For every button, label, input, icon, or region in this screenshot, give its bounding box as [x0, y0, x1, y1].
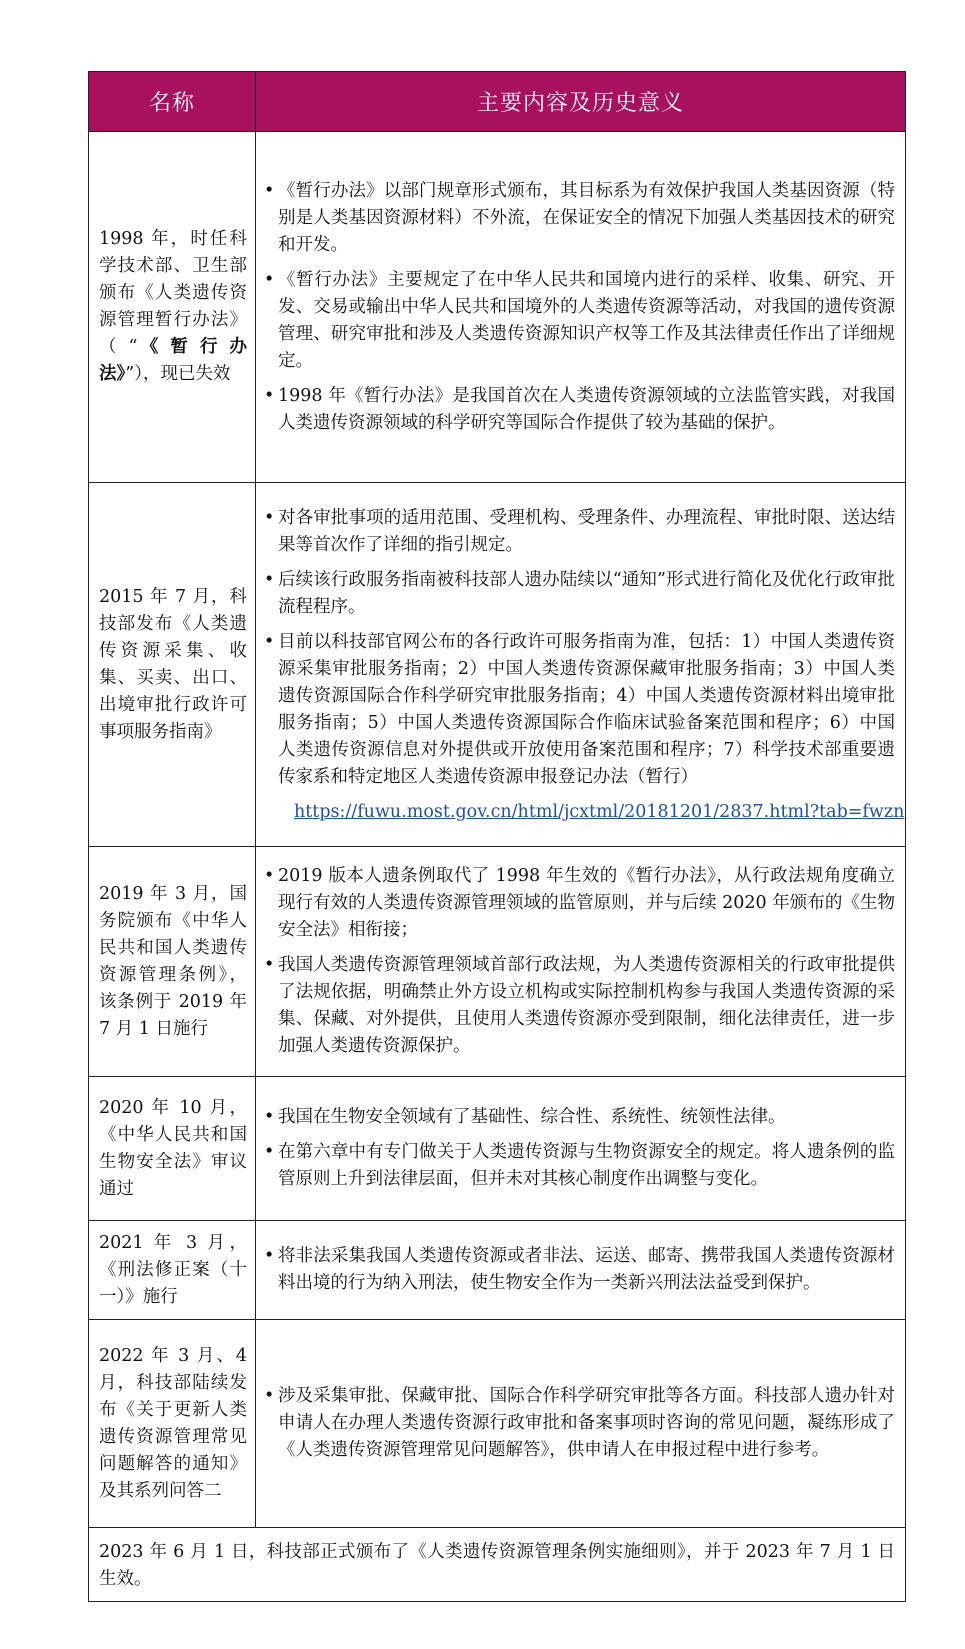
bullet-text: 后续该行政服务指南被科技部人遗办陆续以“通知”形式进行简化及优化行政审批流程程序。 — [278, 570, 895, 617]
bullet-dot: • — [264, 955, 275, 975]
bullet-dot: • — [264, 508, 275, 528]
bullet-dot: • — [264, 180, 275, 201]
bullet-dot: • — [264, 1246, 275, 1266]
bullet-dot: • — [264, 269, 275, 290]
table-row — [89, 847, 906, 1077]
regulation-history-table — [88, 71, 906, 1602]
table-row — [89, 132, 906, 483]
table-header-row — [89, 72, 906, 132]
bullet-text: 我国在生物安全领域有了基础性、综合性、系统性、统领性法律。 — [278, 1107, 786, 1127]
bullet-dot: • — [264, 385, 275, 406]
service-guide-link[interactable]: https://fuwu.most.gov.cn/html/jcxtml/20181201/2837.html?tab=fwzn — [294, 802, 905, 822]
bullet-item — [264, 567, 895, 621]
bullet-item — [264, 863, 895, 944]
bullet-text: 1998 年《暂行办法》是我国首次在人类遗传资源领域的立法监管实践，对我国人类遗传资源领域的科学研究等国际合作提供了较为基础的保护。 — [278, 385, 895, 433]
row-name-part: ”），现已失效 — [125, 364, 231, 384]
row-content — [256, 483, 906, 847]
bullet-item — [264, 267, 895, 375]
row-content — [256, 132, 906, 483]
header-name: 名称 — [89, 72, 256, 132]
bullet-item — [264, 1139, 895, 1193]
table-row — [89, 483, 906, 847]
header-content: 主要内容及历史意义 — [256, 72, 906, 132]
bullet-text: 我国人类遗传资源管理领域首部行政法规，为人类遗传资源相关的行政审批提供了法规依据，明确禁止外方设立机构或实际控制机构参与我国人类遗传资源的采集、保藏、对外提供，且使用人类遗传资源亦受到限制，细化法律责任，进一步加强人类遗传资源保护。 — [278, 955, 895, 1056]
bullet-item — [264, 952, 895, 1060]
row-name: 2020 年 10 月，《中华人民共和国生物安全法》审议通过 — [89, 1077, 256, 1221]
row-content — [256, 847, 906, 1077]
row-name-bold: 《暂行办法》 — [99, 337, 248, 384]
row-name: 2015 年 7 月，科技部发布《人类遗传资源采集、收集、买卖、出口、出境审批行政许可事项服务指南》 — [89, 483, 256, 847]
row-content — [256, 1320, 906, 1528]
footer-note: 2023 年 6 月 1 日，科技部正式颁布了《人类遗传资源管理条例实施细则》，并于 2023 年 7 月 1 日生效。 — [89, 1528, 906, 1602]
row-name: 2021 年 3 月，《刑法修正案（十一）》施行 — [89, 1221, 256, 1320]
bullet-text: 在第六章中有专门做关于人类遗传资源与生物资源安全的规定。将人遗条例的监管原则上升到法律层面，但并未对其核心制度作出调整与变化。 — [278, 1142, 895, 1189]
bullet-item — [264, 178, 895, 259]
bullet-text: 《暂行办法》主要规定了在中华人民共和国境内进行的采样、收集、研究、开发、交易或输出中华人民共和国境外的人类遗传资源等活动，对我国的遗传资源管理、研究审批和涉及人类遗传资源知识产权等工作及其法律责任作出了详细规定。 — [278, 269, 895, 371]
bullet-item — [264, 629, 895, 791]
bullet-dot: • — [264, 1142, 275, 1162]
row-name: 2019 年 3 月，国务院颁布《中华人民共和国人类遗传资源管理条例》，该条例于 2019 年 7 月 1 日施行 — [89, 847, 256, 1077]
bullet-text: 对各审批事项的适用范围、受理机构、受理条件、办理流程、审批时限、送达结果等首次作了详细的指引规定。 — [278, 508, 895, 555]
table-row — [89, 1320, 906, 1528]
row-content — [256, 1077, 906, 1221]
row-name — [89, 132, 256, 483]
bullet-dot: • — [264, 1107, 275, 1127]
bullet-item — [264, 1243, 895, 1297]
bullet-dot: • — [264, 632, 275, 652]
row-name: 2022 年 3 月、4 月，科技部陆续发布《关于更新人类遗传资源管理常见问题解答的通知》及其系列问答二 — [89, 1320, 256, 1528]
bullet-text: 将非法采集我国人类遗传资源或者非法、运送、邮寄、携带我国人类遗传资源材料出境的行为纳入刑法，使生物安全作为一类新兴刑法法益受到保护。 — [278, 1246, 895, 1293]
row-name-part: 1998 年，时任科学技术部、卫生部颁布《人类遗传资源管理暂行办法》（“ — [99, 229, 247, 357]
bullet-text: 目前以科技部官网公布的各行政许可服务指南为准，包括：1）中国人类遗传资源采集审批服务指南；2）中国人类遗传资源保藏审批服务指南；3）中国人类遗传资源国际合作科学研究审批服务指南；4）中国人类遗传资源材料出境审批服务指南；5）中国人类遗传资源国际合作临床试验备案范围和程序；6）中国人类遗传资源信息对外提供或开放使用备案范围和程序；7）科学技术部重要遗传家系和特定地区人类遗传资源申报登记办法（暂行） — [278, 632, 895, 787]
bullet-item — [264, 1383, 895, 1464]
table-row — [89, 1077, 906, 1221]
bullet-item — [264, 383, 895, 437]
table-row — [89, 1221, 906, 1320]
bullet-text: 2019 版本人遗条例取代了 1998 年生效的《暂行办法》，从行政法规角度确立现行有效的人类遗传资源管理领域的监管原则，并与后续 2020 年颁布的《生物安全法》相衔接； — [278, 866, 895, 940]
bullet-text: 《暂行办法》以部门规章形式颁布，其目标系为有效保护我国人类基因资源（特别是人类基因资源材料）不外流，在保证安全的情况下加强人类基因技术的研究和开发。 — [278, 180, 895, 255]
bullet-item — [264, 505, 895, 559]
bullet-dot: • — [264, 866, 275, 886]
row-content — [256, 1221, 906, 1320]
table-footer-row — [89, 1528, 906, 1602]
bullet-dot: • — [264, 1386, 275, 1406]
bullet-text: 涉及采集审批、保藏审批、国际合作科学研究审批等各方面。科技部人遗办针对申请人在办理人类遗传资源行政审批和备案事项时咨询的常见问题，凝练形成了《人类遗传资源管理常见问题解答》，供申请人在申报过程中进行参考。 — [278, 1386, 895, 1460]
bullet-dot: • — [264, 570, 275, 590]
bullet-item — [264, 1104, 895, 1131]
